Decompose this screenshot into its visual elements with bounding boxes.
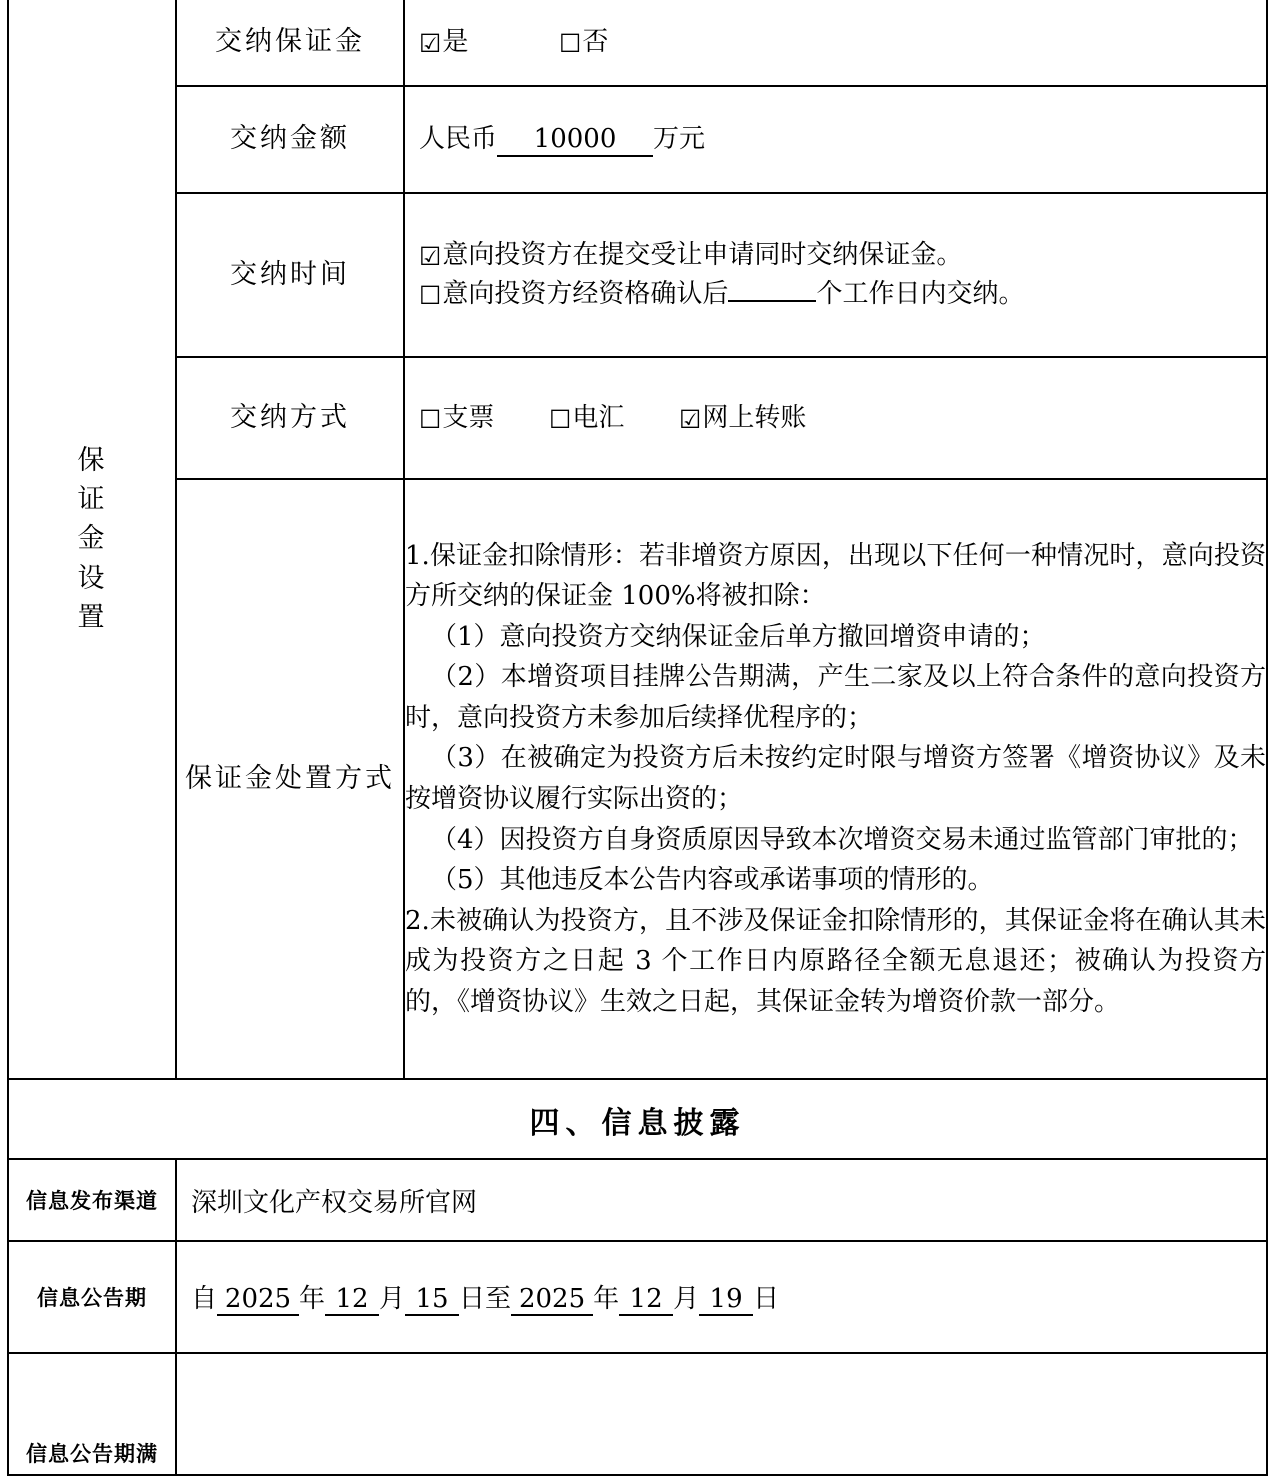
table-row-section-heading <box>8 1079 1267 1159</box>
label-disposal: 保证金处置方式 <box>185 762 395 794</box>
disposal-para-3: （2）本增资项目挂牌公告期满，产生二家及以上符合条件的意向投资方时，意向投资方未参加后续择优程序的； <box>405 662 1266 733</box>
disposal-para-2: （1）意向投资方交纳保证金后单方撤回增资申请的； <box>431 621 1046 652</box>
label-pay-time: 交纳时间 <box>230 258 350 290</box>
period-end-day-input[interactable]: 19 <box>699 1285 753 1317</box>
pay-time-options <box>405 226 1266 324</box>
label-expiry: 信息公告期满 <box>26 1441 158 1466</box>
table-row-expiry <box>8 1353 1267 1475</box>
amount-prefix: 人民币 <box>419 124 498 154</box>
table-row-channel <box>8 1159 1267 1241</box>
period-start-year-input[interactable]: 2025 <box>217 1285 299 1317</box>
pay-time-option-1 <box>419 236 1254 275</box>
value-cell-amount <box>404 86 1267 193</box>
label-period: 信息公告期 <box>37 1285 147 1310</box>
period-from-word: 自 <box>191 1283 218 1314</box>
amount-value-line <box>405 110 1266 169</box>
table-row-pay-time <box>8 193 1267 357</box>
checkbox-checked-online-transfer-icon[interactable]: ☑ <box>678 404 702 434</box>
label-amount: 交纳金额 <box>230 123 350 155</box>
pay-time-option-1-text: 意向投资方在提交受让申请同时交纳保证金。 <box>442 240 963 270</box>
pay-time-option-2-suffix: 个工作日内交纳。 <box>816 279 1025 309</box>
disposal-para-4: （3）在被确定为投资方后未按约定时限与增资方签署《增资协议》及未按增资协议履行实际出资的； <box>405 743 1266 814</box>
label-pay-deposit: 交纳保证金 <box>215 26 365 58</box>
period-start-day-input[interactable]: 15 <box>405 1285 459 1317</box>
label-cell-pay-method <box>176 357 404 479</box>
label-cell-amount <box>176 86 404 193</box>
channel-value[interactable]: 深圳文化产权交易所官网 <box>191 1187 478 1218</box>
vertical-char-5: 置 <box>77 601 107 633</box>
period-day-to-word: 日至 <box>459 1283 512 1314</box>
option-label-online-transfer: 网上转账 <box>702 402 807 433</box>
checkbox-unchecked-wire-icon[interactable]: ☐ <box>548 404 572 434</box>
disposal-para-6: （5）其他违反本公告内容或承诺事项的情形的。 <box>431 865 994 896</box>
disposal-para-5: （4）因投资方自身资质原因导致本次增资交易未通过监管部门审批的； <box>431 824 1254 855</box>
section-heading-disclosure: 四、信息披露 <box>529 1106 746 1141</box>
table-row-pay-deposit <box>8 0 1267 86</box>
period-value-line <box>177 1270 1266 1325</box>
disposal-para-1: 1.保证金扣除情形：若非增资方原因，出现以下任何一种情况时，意向投资方所交纳的保证金 100%将被扣除： <box>405 540 1266 612</box>
period-day-word: 日 <box>753 1283 780 1314</box>
value-cell-pay-deposit <box>404 0 1267 86</box>
table-row-period <box>8 1241 1267 1353</box>
period-year-word-2: 年 <box>593 1283 620 1314</box>
vertical-section-label-cell <box>8 0 176 1079</box>
pay-deposit-options <box>405 13 1266 72</box>
period-month-word-2: 月 <box>673 1283 700 1314</box>
pay-time-days-input[interactable] <box>728 300 816 302</box>
checkbox-checked-paytime1-icon[interactable]: ☑ <box>419 242 442 271</box>
table-row-disposal <box>8 479 1267 1079</box>
expiry-value[interactable] <box>177 1406 1266 1422</box>
period-month-word-1: 月 <box>379 1283 406 1314</box>
checkbox-unchecked-check-icon[interactable]: ☐ <box>419 404 442 434</box>
table-row-pay-method <box>8 357 1267 479</box>
label-channel: 信息发布渠道 <box>26 1188 158 1213</box>
label-cell-pay-time <box>176 193 404 357</box>
checkbox-checked-yes-icon[interactable]: ☑ <box>419 29 442 58</box>
label-cell-pay-deposit <box>176 0 404 86</box>
amount-input[interactable]: 10000 <box>497 125 653 157</box>
value-cell-pay-time <box>404 193 1267 357</box>
period-end-month-input[interactable]: 12 <box>619 1285 673 1317</box>
option-label-check: 支票 <box>442 402 495 433</box>
checkbox-unchecked-no-icon[interactable]: ☐ <box>558 29 582 58</box>
label-cell-period <box>8 1241 176 1353</box>
checkbox-unchecked-paytime2-icon[interactable]: ☐ <box>419 281 442 310</box>
pay-time-option-2 <box>419 275 1254 314</box>
label-cell-disposal <box>176 479 404 1079</box>
pay-time-option-2-prefix: 意向投资方经资格确认后 <box>442 279 729 309</box>
section-heading-cell <box>8 1079 1267 1159</box>
vertical-char-2: 证 <box>77 484 107 516</box>
value-cell-expiry <box>176 1353 1267 1475</box>
disposal-para-7: 2.未被确认为投资方，且不涉及保证金扣除情形的，其保证金将在确认其未成为投资方之日起 3 个工作日内原路径全额无息退还；被确认为投资方的，《增资协议》生效之日起，其保证金转为增资价款一部分。 <box>405 905 1266 1017</box>
option-label-yes: 是 <box>442 27 469 57</box>
pay-method-options <box>405 389 1266 448</box>
value-cell-period <box>176 1241 1267 1353</box>
announcement-table <box>7 0 1268 1476</box>
value-cell-pay-method <box>404 357 1267 479</box>
period-year-word-1: 年 <box>299 1283 326 1314</box>
option-label-wire: 电汇 <box>572 402 625 433</box>
vertical-char-3: 金 <box>77 523 107 555</box>
period-start-month-input[interactable]: 12 <box>325 1285 379 1317</box>
value-cell-channel <box>176 1159 1267 1241</box>
vertical-section-label <box>9 437 175 641</box>
label-pay-method: 交纳方式 <box>230 401 350 433</box>
amount-suffix: 万元 <box>653 124 706 154</box>
label-cell-channel <box>8 1159 176 1241</box>
vertical-char-1: 保 <box>77 445 107 477</box>
label-cell-expiry <box>8 1353 176 1475</box>
option-label-no: 否 <box>582 27 609 57</box>
vertical-char-4: 设 <box>77 562 107 594</box>
value-cell-disposal <box>404 479 1267 1079</box>
table-row-amount <box>8 86 1267 193</box>
period-end-year-input[interactable]: 2025 <box>511 1285 593 1317</box>
